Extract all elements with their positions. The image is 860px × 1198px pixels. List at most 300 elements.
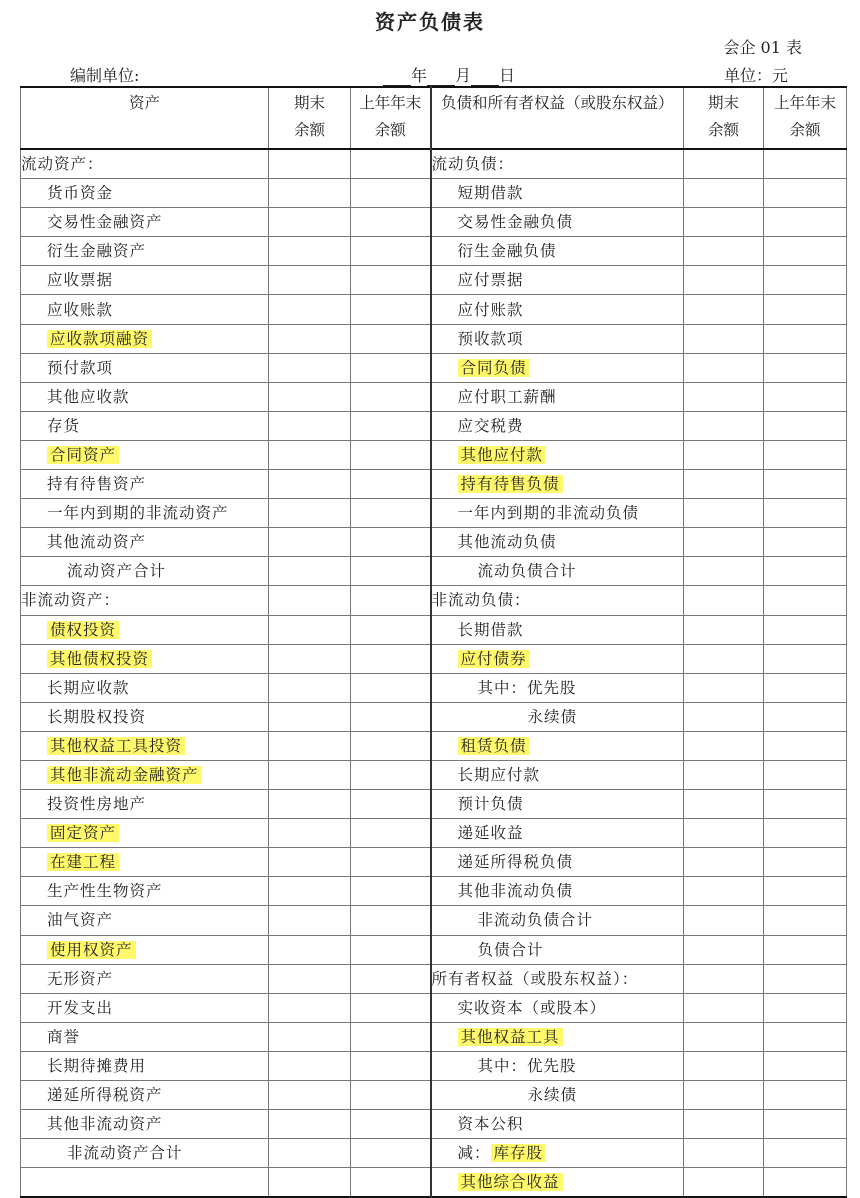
asset-item-label [21,819,269,848]
asset-end-balance-cell[interactable] [269,1168,351,1198]
asset-item-label [21,1139,269,1168]
liability-item-label [431,324,684,353]
table-row [21,382,847,411]
liability-item-label [431,673,684,702]
liability-item-label [431,964,684,993]
liability-prior-balance-cell[interactable] [764,237,847,266]
asset-item-text: 应收款项融资 [47,330,152,348]
asset-end-balance-cell[interactable] [269,702,351,731]
liability-item-label [431,237,684,266]
asset-item-text: 预付款项 [47,358,114,377]
asset-item-label [21,586,269,615]
liability-item-label [431,644,684,673]
asset-prior-balance-cell[interactable] [351,993,431,1022]
liability-item-label [431,790,684,819]
liability-end-balance-cell[interactable] [684,1051,764,1080]
asset-prior-balance-cell[interactable] [351,790,431,819]
liability-prior-balance-cell[interactable] [764,702,847,731]
asset-item-text: 流动资产： [21,155,104,174]
liability-end-balance-cell[interactable] [684,702,764,731]
currency-unit: 单位：元 [724,66,789,85]
liability-end-balance-cell[interactable] [684,615,764,644]
asset-end-balance-cell[interactable] [269,557,351,586]
asset-prior-balance-cell[interactable] [351,673,431,702]
asset-item-label [21,964,269,993]
asset-end-balance-cell[interactable] [269,411,351,440]
asset-prior-balance-cell[interactable] [351,149,431,179]
asset-item-label [21,411,269,440]
liabilities-prior-balance-header: 上年年末 余额 [764,87,847,149]
less-prefix: 减： [457,1144,491,1163]
table-row [21,760,847,789]
asset-item-label [21,149,269,179]
asset-end-balance-cell[interactable] [269,731,351,760]
liability-item-label [431,702,684,731]
table-row [21,179,847,208]
liability-item-text: 资本公积 [457,1115,524,1134]
liability-item-label [431,499,684,528]
asset-end-balance-cell[interactable] [269,906,351,935]
asset-item-text: 债权投资 [47,621,119,639]
asset-item-text: 商誉 [47,1027,81,1046]
liability-item-label [431,528,684,557]
table-row [21,1022,847,1051]
liability-prior-balance-cell[interactable] [764,586,847,615]
asset-prior-balance-cell[interactable] [351,237,431,266]
liability-item-text: 流动负债： [431,155,515,174]
asset-end-balance-cell[interactable] [269,1022,351,1051]
asset-end-balance-cell[interactable] [269,470,351,499]
liability-item-text: 递延收益 [457,824,524,843]
asset-end-balance-cell[interactable] [269,499,351,528]
liability-prior-balance-cell[interactable] [764,993,847,1022]
liability-item-label [431,731,684,760]
asset-item-label [21,440,269,469]
table-row [21,615,847,644]
asset-prior-balance-cell[interactable] [351,295,431,324]
liability-prior-balance-cell[interactable] [764,382,847,411]
liability-item-text: 所有者权益（或股东权益）： [431,969,639,988]
asset-end-balance-cell[interactable] [269,673,351,702]
asset-item-label [21,760,269,789]
asset-item-text: 其他债权投资 [47,650,152,668]
table-row [21,324,847,353]
liability-prior-balance-cell[interactable] [764,1081,847,1110]
asset-end-balance-cell[interactable] [269,528,351,557]
table-row [21,935,847,964]
table-row [21,499,847,528]
liability-item-text: 一年内到期的非流动负债 [457,504,640,523]
liability-end-balance-cell[interactable] [684,644,764,673]
asset-prior-balance-cell[interactable] [351,411,431,440]
liability-prior-balance-cell[interactable] [764,557,847,586]
liability-item-label [431,1051,684,1080]
liability-item-label [431,295,684,324]
liability-end-balance-cell[interactable] [684,1022,764,1051]
liability-end-balance-cell[interactable] [684,528,764,557]
asset-end-balance-cell[interactable] [269,848,351,877]
asset-end-balance-cell[interactable] [269,819,351,848]
table-row [21,877,847,906]
table-row [21,964,847,993]
table-row [21,528,847,557]
asset-item-label [21,324,269,353]
asset-prior-balance-cell[interactable] [351,1110,431,1139]
liability-item-text: 持有待售负债 [458,475,563,493]
liability-end-balance-cell[interactable] [684,440,764,469]
liability-prior-balance-cell[interactable] [764,906,847,935]
table-row [21,731,847,760]
table-row [21,470,847,499]
asset-prior-balance-cell[interactable] [351,819,431,848]
asset-prior-balance-cell[interactable] [351,1168,431,1198]
liability-end-balance-cell[interactable] [684,470,764,499]
asset-prior-balance-cell[interactable] [351,935,431,964]
liability-prior-balance-cell[interactable] [764,149,847,179]
asset-item-label [21,382,269,411]
asset-item-label [21,353,269,382]
table-row [21,1168,847,1198]
asset-item-text: 一年内到期的非流动资产 [47,504,229,523]
liability-prior-balance-cell[interactable] [764,790,847,819]
asset-item-label [21,266,269,295]
asset-end-balance-cell[interactable] [269,964,351,993]
asset-prior-balance-cell[interactable] [351,1139,431,1168]
asset-prior-balance-cell[interactable] [351,615,431,644]
asset-item-text: 非流动资产： [21,591,121,610]
liability-item-label [431,848,684,877]
liability-prior-balance-cell[interactable] [764,179,847,208]
liability-end-balance-cell[interactable] [684,295,764,324]
liability-prior-balance-cell[interactable] [764,1139,847,1168]
liability-item-text: 其他综合收益 [458,1173,563,1191]
form-number: 会企 01 表 [723,38,802,57]
asset-end-balance-cell[interactable] [269,440,351,469]
asset-item-label [21,208,269,237]
asset-prior-balance-cell[interactable] [351,382,431,411]
balance-sheet-table [20,86,847,1198]
table-row [21,440,847,469]
asset-item-text: 存货 [47,416,81,435]
liability-prior-balance-cell[interactable] [764,353,847,382]
liability-prior-balance-cell[interactable] [764,528,847,557]
table-row [21,848,847,877]
liability-end-balance-cell[interactable] [684,353,764,382]
asset-item-text: 衍生金融资产 [47,242,147,261]
liabilities-end-balance-header: 期末 余额 [684,87,764,149]
table-row [21,906,847,935]
liability-item-label [431,1168,684,1198]
liability-item-text: 应交税费 [457,416,524,435]
liability-end-balance-cell[interactable] [684,208,764,237]
liability-prior-balance-cell[interactable] [764,440,847,469]
asset-item-text: 交易性金融资产 [47,213,163,232]
day-label: 日 [499,66,516,85]
asset-end-balance-cell[interactable] [269,208,351,237]
asset-item-label [21,702,269,731]
liability-end-balance-cell[interactable] [684,179,764,208]
assets-prior-balance-header: 上年年末 余额 [351,87,431,149]
asset-item-text: 递延所得税资产 [47,1086,163,1105]
liability-end-balance-cell[interactable] [684,266,764,295]
asset-prior-balance-cell[interactable] [351,964,431,993]
asset-end-balance-cell[interactable] [269,266,351,295]
asset-end-balance-cell[interactable] [269,586,351,615]
liability-end-balance-cell[interactable] [684,1168,764,1198]
liability-item-text: 预计负债 [457,795,524,814]
liability-item-text: 流动负债合计 [477,562,577,581]
asset-item-text: 油气资产 [47,911,114,930]
asset-item-label [21,499,269,528]
asset-item-label [21,615,269,644]
liability-end-balance-cell[interactable] [684,1110,764,1139]
table-row [21,149,847,179]
liability-prior-balance-cell[interactable] [764,673,847,702]
asset-prior-balance-cell[interactable] [351,586,431,615]
asset-prior-balance-cell[interactable] [351,528,431,557]
asset-prior-balance-cell[interactable] [351,1051,431,1080]
liability-prior-balance-cell[interactable] [764,1051,847,1080]
asset-end-balance-cell[interactable] [269,993,351,1022]
liability-item-label [431,1110,684,1139]
liability-prior-balance-cell[interactable] [764,470,847,499]
asset-end-balance-cell[interactable] [269,760,351,789]
asset-item-label [21,1081,269,1110]
liability-end-balance-cell[interactable] [684,848,764,877]
liability-item-text: 应付债券 [458,650,530,668]
liability-prior-balance-cell[interactable] [764,295,847,324]
asset-prior-balance-cell[interactable] [351,324,431,353]
asset-item-label [21,993,269,1022]
liability-prior-balance-cell[interactable] [764,877,847,906]
liability-prior-balance-cell[interactable] [764,1168,847,1198]
liability-end-balance-cell[interactable] [684,819,764,848]
liability-item-text: 非流动负债合计 [477,911,594,930]
liability-item-text: 短期借款 [457,184,524,203]
asset-item-text: 其他权益工具投资 [47,737,185,755]
meta-row [0,63,860,85]
liability-item-text: 预收款项 [457,329,524,348]
liability-item-text: 应付账款 [457,300,524,319]
liability-prior-balance-cell[interactable] [764,1110,847,1139]
table-header-row [21,87,847,149]
asset-end-balance-cell[interactable] [269,179,351,208]
liability-item-label [431,208,684,237]
table-row [21,1139,847,1168]
liability-item-text: 其他非流动负债 [457,882,574,901]
liability-prior-balance-cell[interactable] [764,411,847,440]
liability-item-label [431,935,684,964]
asset-prior-balance-cell[interactable] [351,470,431,499]
liability-item-text: 其中：优先股 [477,678,577,697]
asset-end-balance-cell[interactable] [269,1051,351,1080]
asset-item-text: 合同资产 [47,446,119,464]
asset-prior-balance-cell[interactable] [351,557,431,586]
liability-item-label [431,411,684,440]
asset-item-label [21,906,269,935]
liability-prior-balance-cell[interactable] [764,731,847,760]
liability-item-text: 实收资本（或股本） [457,998,607,1017]
asset-end-balance-cell[interactable] [269,237,351,266]
liability-item-text: 其他应付款 [458,446,547,464]
liability-end-balance-cell[interactable] [684,499,764,528]
day-blank [471,69,499,86]
asset-end-balance-cell[interactable] [269,644,351,673]
liability-item-label [431,353,684,382]
asset-item-label [21,877,269,906]
liability-item-text: 长期借款 [457,620,524,639]
table-row [21,266,847,295]
liability-prior-balance-cell[interactable] [764,848,847,877]
liability-item-label [431,470,684,499]
asset-end-balance-cell[interactable] [269,324,351,353]
asset-prior-balance-cell[interactable] [351,179,431,208]
asset-item-text: 应收票据 [47,271,114,290]
year-blank [383,69,411,86]
table-row [21,1110,847,1139]
asset-item-text: 长期待摊费用 [47,1056,147,1075]
liability-end-balance-cell[interactable] [684,877,764,906]
liability-prior-balance-cell[interactable] [764,644,847,673]
liability-item-text: 长期应付款 [457,766,541,785]
liability-item-label [431,1022,684,1051]
asset-prior-balance-cell[interactable] [351,644,431,673]
liability-end-balance-cell[interactable] [684,557,764,586]
liability-prior-balance-cell[interactable] [764,499,847,528]
asset-end-balance-cell[interactable] [269,1139,351,1168]
liability-end-balance-cell[interactable] [684,237,764,266]
asset-item-label [21,848,269,877]
liability-end-balance-cell[interactable] [684,586,764,615]
liability-end-balance-cell[interactable] [684,760,764,789]
liability-end-balance-cell[interactable] [684,790,764,819]
liability-prior-balance-cell[interactable] [764,935,847,964]
liability-prior-balance-cell[interactable] [764,208,847,237]
asset-item-label [21,295,269,324]
asset-item-text: 开发支出 [47,998,114,1017]
liability-item-text: 衍生金融负债 [457,242,557,261]
asset-item-label [21,237,269,266]
liability-end-balance-cell[interactable] [684,324,764,353]
asset-item-text: 非流动资产合计 [67,1144,183,1163]
table-row [21,993,847,1022]
table-row [21,557,847,586]
liability-item-text: 租赁负债 [458,737,530,755]
liability-end-balance-cell[interactable] [684,1139,764,1168]
liability-end-balance-cell[interactable] [684,935,764,964]
liability-prior-balance-cell[interactable] [764,964,847,993]
asset-end-balance-cell[interactable] [269,1081,351,1110]
asset-end-balance-cell[interactable] [269,295,351,324]
liability-end-balance-cell[interactable] [684,149,764,179]
liability-prior-balance-cell[interactable] [764,324,847,353]
month-label: 月 [455,66,472,85]
table-row [21,411,847,440]
report-title: 资产负债表 [375,10,485,34]
asset-item-label [21,790,269,819]
asset-end-balance-cell[interactable] [269,877,351,906]
liability-end-balance-cell[interactable] [684,382,764,411]
asset-end-balance-cell[interactable] [269,615,351,644]
liability-item-text: 合同负债 [458,359,530,377]
table-row [21,1081,847,1110]
asset-item-text: 使用权资产 [47,941,136,959]
asset-prior-balance-cell[interactable] [351,353,431,382]
asset-item-label [21,179,269,208]
liability-item-text: 其他权益工具 [458,1028,563,1046]
liability-end-balance-cell[interactable] [684,731,764,760]
asset-end-balance-cell[interactable] [269,382,351,411]
assets-end-balance-header: 期末 余额 [269,87,351,149]
table-row [21,644,847,673]
liability-end-balance-cell[interactable] [684,411,764,440]
liability-prior-balance-cell[interactable] [764,819,847,848]
table-row [21,1051,847,1080]
asset-prior-balance-cell[interactable] [351,760,431,789]
year-label: 年 [411,66,428,85]
asset-item-text: 无形资产 [47,969,114,988]
liability-prior-balance-cell[interactable] [764,1022,847,1051]
liability-item-label [431,906,684,935]
asset-prior-balance-cell[interactable] [351,1022,431,1051]
asset-prior-balance-cell[interactable] [351,877,431,906]
asset-item-label [21,1110,269,1139]
liability-prior-balance-cell[interactable] [764,760,847,789]
asset-item-text: 持有待售资产 [47,475,147,494]
asset-prior-balance-cell[interactable] [351,208,431,237]
asset-end-balance-cell[interactable] [269,1110,351,1139]
asset-prior-balance-cell[interactable] [351,499,431,528]
liability-end-balance-cell[interactable] [684,964,764,993]
liability-prior-balance-cell[interactable] [764,266,847,295]
asset-prior-balance-cell[interactable] [351,702,431,731]
liability-end-balance-cell[interactable] [684,993,764,1022]
liability-item-label [431,557,684,586]
liability-item-label [431,149,684,179]
asset-prior-balance-cell[interactable] [351,440,431,469]
asset-item-label [21,935,269,964]
asset-end-balance-cell[interactable] [269,935,351,964]
liabilities-header: 负债和所有者权益（或股东权益） [431,87,684,149]
liability-end-balance-cell[interactable] [684,906,764,935]
asset-prior-balance-cell[interactable] [351,731,431,760]
liability-item-label [431,1139,684,1168]
table-row [21,702,847,731]
liability-end-balance-cell[interactable] [684,1081,764,1110]
asset-prior-balance-cell[interactable] [351,906,431,935]
asset-item-text: 其他流动资产 [47,533,147,552]
liability-prior-balance-cell[interactable] [764,615,847,644]
liability-item-label [431,615,684,644]
asset-end-balance-cell[interactable] [269,790,351,819]
liability-end-balance-cell[interactable] [684,673,764,702]
asset-end-balance-cell[interactable] [269,149,351,179]
asset-item-text: 其他应收款 [47,387,130,406]
asset-end-balance-cell[interactable] [269,353,351,382]
asset-prior-balance-cell[interactable] [351,1081,431,1110]
table-row [21,586,847,615]
liability-item-text: 其中：优先股 [477,1056,577,1075]
asset-prior-balance-cell[interactable] [351,266,431,295]
asset-item-text: 流动资产合计 [67,562,167,581]
table-row [21,819,847,848]
asset-item-text: 生产性生物资产 [47,882,163,901]
asset-item-text: 固定资产 [47,824,119,842]
asset-prior-balance-cell[interactable] [351,848,431,877]
liability-item-label [431,877,684,906]
asset-item-text: 投资性房地产 [47,795,147,814]
date-field [383,63,515,86]
